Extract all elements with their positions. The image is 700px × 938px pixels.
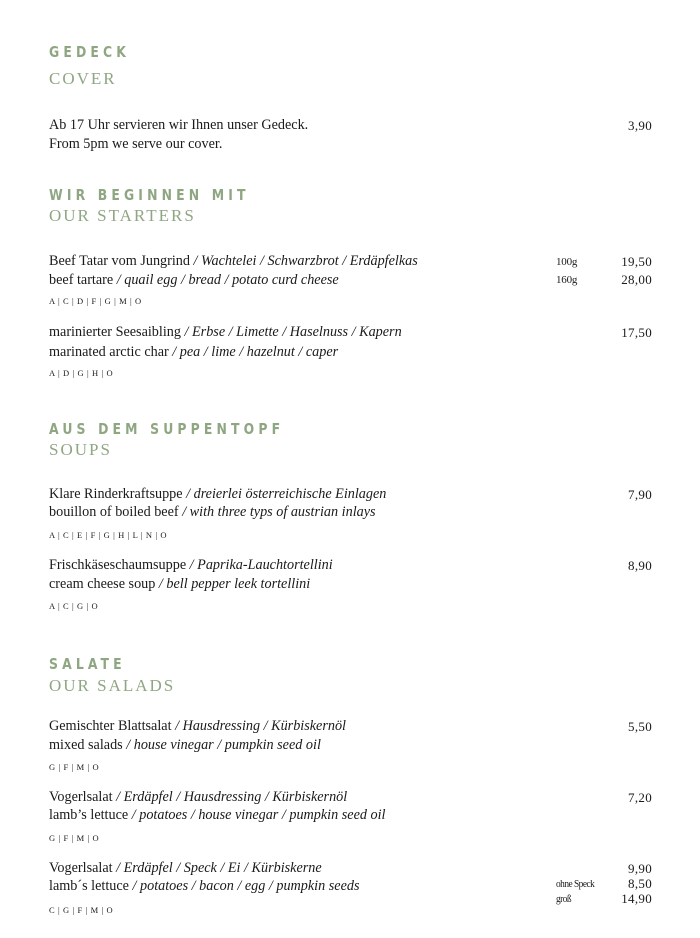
menu-item-name-de: Vogerlsalat / Erdäpfel / Hausdressing / Kürbiskernöl	[49, 789, 348, 805]
menu-item-name-en: marinated arctic char / pea / lime / hazelnut / caper	[49, 344, 339, 360]
allergen-codes: A | D | G | H | O	[49, 368, 114, 378]
menu-item-name-de: Beef Tatar vom Jungrind / Wachtelei / Schwarzbrot / Erdäpfelkas	[49, 253, 418, 269]
menu-item-name-de: Frischkäseschaumsuppe / Paprika-Lauchtortellini	[49, 557, 333, 573]
price-note: groß	[556, 893, 572, 905]
menu-item-name-de: Gemischter Blattsalat / Hausdressing / Kürbiskernöl	[49, 718, 346, 734]
menu-item-name-en: cream cheese soup / bell pepper leek tortellini	[49, 576, 311, 592]
item-price: 7,20	[628, 790, 652, 805]
menu-item-name-de: Vogerlsalat / Erdäpfel / Speck / Ei / Kürbiskerne	[49, 860, 322, 876]
section-heading-cover-en: COVER	[49, 69, 117, 88]
allergen-codes: A | C | E | F | G | H | L | N | O	[49, 530, 168, 540]
section-heading-starters-en: OUR STARTERS	[49, 206, 196, 225]
cover-line-de: Ab 17 Uhr servieren wir Ihnen unser Gedeck.	[49, 117, 309, 133]
menu-item-name-en: lamb’s lettuce / potatoes / house vinegar / pumpkin seed oil	[49, 807, 386, 823]
menu-item-name-en: beef tartare / quail egg / bread / potato curd cheese	[49, 272, 339, 288]
item-price: 5,50	[628, 719, 652, 734]
menu-item-name-en: bouillon of boiled beef / with three typs of austrian inlays	[49, 504, 376, 520]
allergen-codes: G | F | M | O	[49, 762, 100, 772]
menu-item-name-en: mixed salads / house vinegar / pumpkin seed oil	[49, 737, 321, 753]
section-heading-salads-de: SALATE	[49, 655, 126, 673]
cover-line-en: From 5pm we serve our cover.	[49, 136, 223, 152]
allergen-codes: A | C | D | F | G | M | O	[49, 296, 142, 306]
item-price: 7,90	[628, 487, 652, 502]
item-price: 14,90	[621, 891, 652, 906]
section-heading-cover-de: GEDECK	[49, 43, 131, 61]
section-heading-salads-en: OUR SALADS	[49, 676, 176, 695]
allergen-codes: A | C | G | O	[49, 601, 99, 611]
menu-item-name-en: lamb´s lettuce / potatoes / bacon / egg / pumpkin seeds	[49, 878, 360, 894]
cover-price: 3,90	[628, 118, 652, 133]
item-price: 19,50	[621, 254, 652, 269]
item-price: 8,50	[628, 876, 652, 891]
section-heading-soups-en: SOUPS	[49, 440, 112, 459]
section-heading-starters-de: WIR BEGINNEN MIT	[49, 186, 250, 204]
item-price: 8,90	[628, 558, 652, 573]
menu-item-name-de: marinierter Seesaibling / Erbse / Limette / Haselnuss / Kapern	[49, 324, 402, 340]
section-heading-soups-de: AUS DEM SUPPENTOPF	[49, 420, 285, 438]
item-price: 9,90	[628, 861, 652, 876]
item-price: 17,50	[621, 325, 652, 340]
price-note: ohne Speck	[556, 878, 595, 890]
menu-item-name-de: Klare Rinderkraftsuppe / dreierlei österreichische Einlagen	[49, 486, 387, 502]
portion-weight: 100g	[556, 256, 578, 268]
allergen-codes: G | F | M | O	[49, 833, 100, 843]
portion-weight: 160g	[556, 274, 578, 286]
item-price: 28,00	[621, 272, 652, 287]
allergen-codes: C | G | F | M | O	[49, 905, 114, 915]
